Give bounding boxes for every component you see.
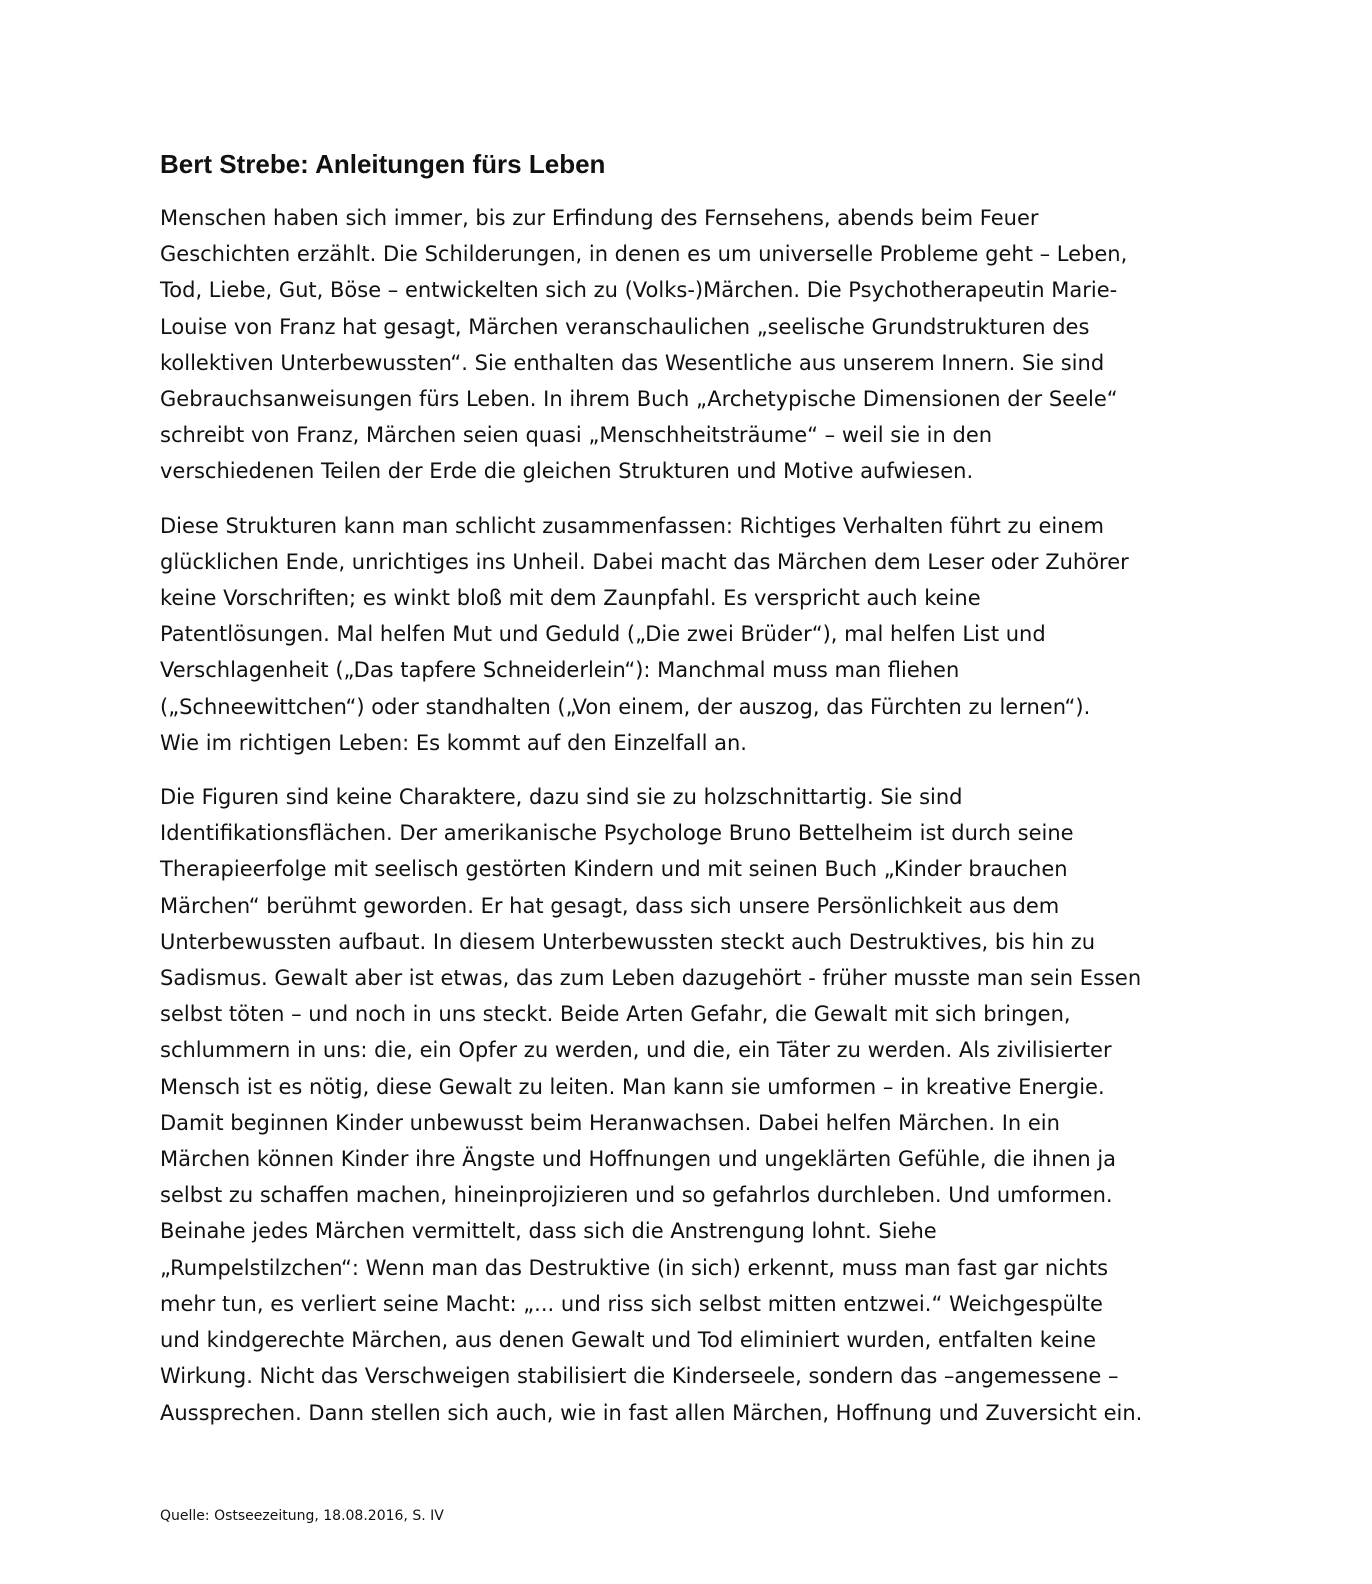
paragraph-line: Die Figuren sind keine Charaktere, dazu sind sie zu holzschnittartig. Sie sind <box>160 785 963 810</box>
paragraph-line: Therapieerfolge mit seelisch gestörten Kindern und mit seinen Buch „Kinder brauchen <box>160 857 1068 882</box>
paragraph-line: selbst töten – und noch in uns steckt. Beide Arten Gefahr, die Gewalt mit sich bringen, <box>160 1002 1071 1027</box>
paragraph-line: Aussprechen. Dann stellen sich auch, wie in fast allen Märchen, Hoffnung und Zuversicht ein. <box>160 1400 1143 1425</box>
paragraph-line: Geschichten erzählt. Die Schilderungen, in denen es um universelle Probleme geht – Leben, <box>160 242 1128 267</box>
paragraph-line: glücklichen Ende, unrichtiges ins Unheil. Dabei macht das Märchen dem Leser oder Zuhörer <box>160 549 1129 574</box>
paragraph <box>160 779 1220 1431</box>
paragraph-line: Verschlagenheit („Das tapfere Schneiderlein“): Manchmal muss man fliehen <box>160 658 960 683</box>
paragraph-line: Wie im richtigen Leben: Es kommt auf den Einzelfall an. <box>160 730 747 755</box>
article-body <box>160 200 1220 1449</box>
paragraph-line: und kindgerechte Märchen, aus denen Gewalt und Tod eliminiert wurden, entfalten keine <box>160 1328 1097 1353</box>
paragraph-line: Unterbewussten aufbaut. In diesem Unterbewussten steckt auch Destruktives, bis hin zu <box>160 929 1096 954</box>
paragraph-line: mehr tun, es verliert seine Macht: „... und riss sich selbst mitten entzwei.“ Weichgespülte <box>160 1291 1103 1316</box>
paragraph-line: keine Vorschriften; es winkt bloß mit dem Zaunpfahl. Es verspricht auch keine <box>160 586 981 611</box>
paragraph-line: Mensch ist es nötig, diese Gewalt zu leiten. Man kann sie umformen – in kreative Energie. <box>160 1074 1105 1099</box>
paragraph <box>160 508 1220 761</box>
paragraph-line: Gebrauchsanweisungen fürs Leben. In ihrem Buch „Archetypische Dimensionen der Seele“ <box>160 387 1118 412</box>
paragraph <box>160 200 1220 490</box>
paragraph-line: Identifikationsflächen. Der amerikanische Psychologe Bruno Bettelheim ist durch seine <box>160 821 1074 846</box>
paragraph-line: Märchen“ berühmt geworden. Er hat gesagt, dass sich unsere Persönlichkeit aus dem <box>160 893 1060 918</box>
paragraph-line: Wirkung. Nicht das Verschweigen stabilisiert die Kinderseele, sondern das –angemessene – <box>160 1364 1119 1389</box>
paragraph-line: Märchen können Kinder ihre Ängste und Hoffnungen und ungeklärten Gefühle, die ihnen ja <box>160 1147 1117 1172</box>
paragraph-line: Damit beginnen Kinder unbewusst beim Heranwachsen. Dabei helfen Märchen. In ein <box>160 1110 1060 1135</box>
paragraph-line: Sadismus. Gewalt aber ist etwas, das zum Leben dazugehört - früher musste man sein Essen <box>160 966 1142 991</box>
paragraph-line: schreibt von Franz, Märchen seien quasi „Menschheitsträume“ – weil sie in den <box>160 423 993 448</box>
paragraph-line: verschiedenen Teilen der Erde die gleichen Strukturen und Motive aufwiesen. <box>160 459 974 484</box>
paragraph-line: „Rumpelstilzchen“: Wenn man das Destruktive (in sich) erkennt, muss man fast gar nichts <box>160 1255 1109 1280</box>
paragraph-line: Beinahe jedes Märchen vermittelt, dass sich die Anstrengung lohnt. Siehe <box>160 1219 937 1244</box>
paragraph-line: schlummern in uns: die, ein Opfer zu werden, und die, ein Täter zu werden. Als zivilisierter <box>160 1038 1112 1063</box>
paragraph-line: Diese Strukturen kann man schlicht zusammenfassen: Richtiges Verhalten führt zu einem <box>160 513 1104 538</box>
paragraph-line: Louise von Franz hat gesagt, Märchen veranschaulichen „seelische Grundstrukturen des <box>160 314 1090 339</box>
source-citation: Quelle: Ostseezeitung, 18.08.2016, S. IV <box>160 1508 444 1524</box>
document-title: Bert Strebe: Anleitungen fürs Leben <box>160 149 606 179</box>
paragraph-line: Tod, Liebe, Gut, Böse – entwickelten sich zu (Volks-)Märchen. Die Psychotherapeutin Marie- <box>160 278 1118 303</box>
paragraph-line: kollektiven Unterbewussten“. Sie enthalten das Wesentliche aus unserem Innern. Sie sind <box>160 350 1105 375</box>
paragraph-line: Menschen haben sich immer, bis zur Erfindung des Fernsehens, abends beim Feuer <box>160 206 1039 230</box>
paragraph-line: („Schneewittchen“) oder standhalten („Von einem, der auszog, das Fürchten zu lernen“). <box>160 694 1091 719</box>
paragraph-line: Patentlösungen. Mal helfen Mut und Geduld („Die zwei Brüder“), mal helfen List und <box>160 622 1046 647</box>
paragraph-line: selbst zu schaffen machen, hineinprojizieren und so gefahrlos durchleben. Und umformen. <box>160 1183 1113 1208</box>
